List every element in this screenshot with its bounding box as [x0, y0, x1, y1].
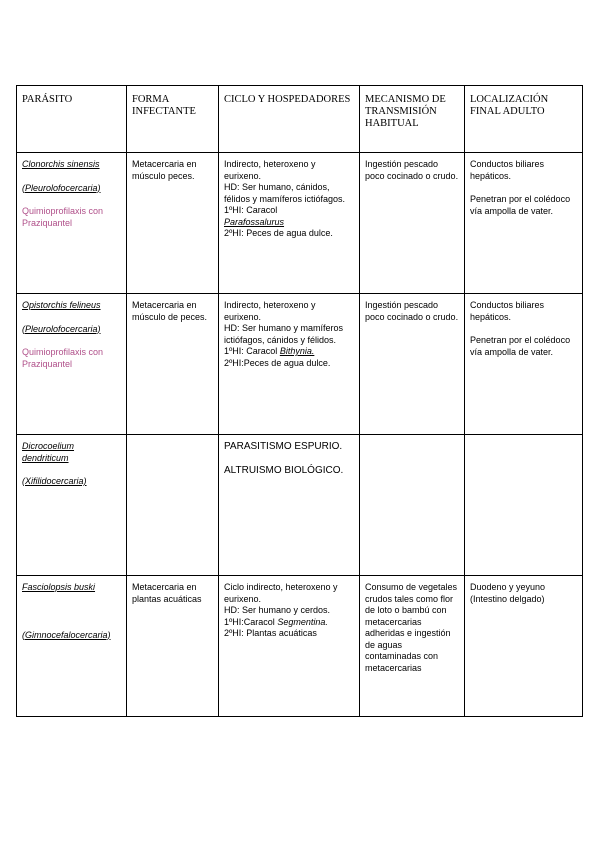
parasite-name: Opistorchis felineus: [22, 300, 101, 310]
larva-type: (Xifilidocercaria): [22, 476, 87, 486]
cell-parasito: [17, 153, 127, 294]
ciclo-line: 2ºHI: Peces de agua dulce.: [224, 228, 333, 238]
larva-type: (Pleurolofocercaria): [22, 323, 101, 334]
table-row: [17, 153, 583, 294]
mecanismo-text: Ingestión pescado poco cocinado o crudo.: [365, 300, 459, 322]
parasite-name: Dicrocoelium dendriticum: [22, 441, 75, 463]
cell-forma: [127, 153, 219, 294]
cell-mecanismo: [360, 435, 465, 576]
forma-text: Metacercaria en músculo peces.: [132, 159, 197, 181]
ciclo-line: 2ºHI:Peces de agua dulce.: [224, 357, 331, 368]
table-row: [17, 294, 583, 435]
treatment-note: Quimioprofilaxis con Praziquantel: [22, 206, 104, 228]
header-localizacion: LOCALIZACIÓN FINAL ADULTO: [465, 86, 583, 153]
table-row: [17, 576, 583, 717]
ciclo-line: Indirecto, heteroxeno y eurixeno.: [224, 159, 316, 181]
larva-type: (Pleurolofocercaria): [22, 182, 101, 193]
cell-parasito: [17, 435, 127, 576]
cell-localizacion: [465, 576, 583, 717]
ciclo-line: HD: Ser humano y cerdos.: [224, 605, 331, 615]
ciclo-line: PARASITISMO ESPURIO.: [224, 441, 343, 452]
parasites-table: [16, 85, 583, 717]
cell-localizacion: [465, 435, 583, 576]
header-forma: FORMA INFECTANTE: [127, 86, 219, 153]
header-ciclo: CICLO Y HOSPEDADORES: [219, 86, 360, 153]
cell-mecanismo: [360, 294, 465, 435]
mecanismo-text: Consumo de vegetales crudos tales como flor de loto o bambú con metacercarias adheridas e ingestión de aguas contaminadas con metacercarias: [365, 582, 458, 673]
ciclo-line: [224, 346, 355, 358]
cell-forma: [127, 435, 219, 576]
forma-text: Metacercaria en músculo de peces.: [132, 300, 208, 322]
ciclo-host-species: Parafossalurus: [224, 216, 285, 227]
ciclo-line: Indirecto, heteroxeno y eurixeno.: [224, 300, 316, 322]
localizacion-line: Conductos biliares hepáticos.: [470, 300, 545, 322]
ciclo-line: Ciclo indirecto, heteroxeno y eurixeno.: [224, 582, 338, 604]
header-mecanismo: MECANISMO DE TRANSMISIÓN HABITUAL: [360, 86, 465, 153]
ciclo-line: 2ºHI: Plantas acuáticas: [224, 628, 317, 638]
ciclo-host-label: 1ºHI: Caracol: [224, 346, 280, 356]
localizacion-line: Duodeno y yeyuno (Intestino delgado): [470, 582, 546, 604]
cell-forma: [127, 294, 219, 435]
cell-forma: [127, 576, 219, 717]
cell-mecanismo: [360, 576, 465, 717]
ciclo-host-species: Bithynia.: [279, 346, 315, 356]
cell-parasito: [17, 294, 127, 435]
header-parasito: PARÁSITO: [17, 86, 127, 153]
larva-type: (Gimnocefalocercaria): [22, 629, 111, 640]
table-row: [17, 435, 583, 576]
cell-parasito: [17, 576, 127, 717]
table-header-row: [17, 86, 583, 153]
ciclo-host-label: 1ºHI: Caracol: [224, 205, 278, 215]
ciclo-line: [224, 617, 355, 629]
localizacion-line: Penetran por el colédoco vía ampolla de vater.: [470, 194, 571, 216]
cell-localizacion: [465, 294, 583, 435]
parasite-name: Clonorchis sinensis: [22, 159, 100, 169]
ciclo-host-species: Segmentina.: [277, 616, 328, 627]
cell-mecanismo: [360, 153, 465, 294]
localizacion-line: Conductos biliares hepáticos.: [470, 159, 545, 181]
cell-ciclo: [219, 153, 360, 294]
cell-ciclo: [219, 294, 360, 435]
ciclo-host-label: 1ºHI:Caracol: [224, 616, 278, 627]
cell-ciclo: [219, 576, 360, 717]
forma-text: Metacercaria en plantas acuáticas: [132, 582, 202, 604]
ciclo-line: HD: Ser humano y mamíferos ictiófagos, cánidos y félidos.: [224, 323, 344, 345]
parasite-name: Fasciolopsis buski: [22, 582, 96, 592]
localizacion-line: Penetran por el colédoco vía ampolla de vater.: [470, 335, 571, 357]
ciclo-line: [224, 205, 355, 228]
mecanismo-text: Ingestión pescado poco cocinado o crudo.: [365, 159, 459, 181]
cell-ciclo: [219, 435, 360, 576]
ciclo-line: HD: Ser humano, cánidos, félidos y mamíferos ictiófagos.: [224, 182, 346, 204]
treatment-note: Quimioprofilaxis con Praziquantel: [22, 347, 104, 369]
ciclo-line: ALTRUISMO BIOLÓGICO.: [224, 465, 344, 476]
cell-localizacion: [465, 153, 583, 294]
